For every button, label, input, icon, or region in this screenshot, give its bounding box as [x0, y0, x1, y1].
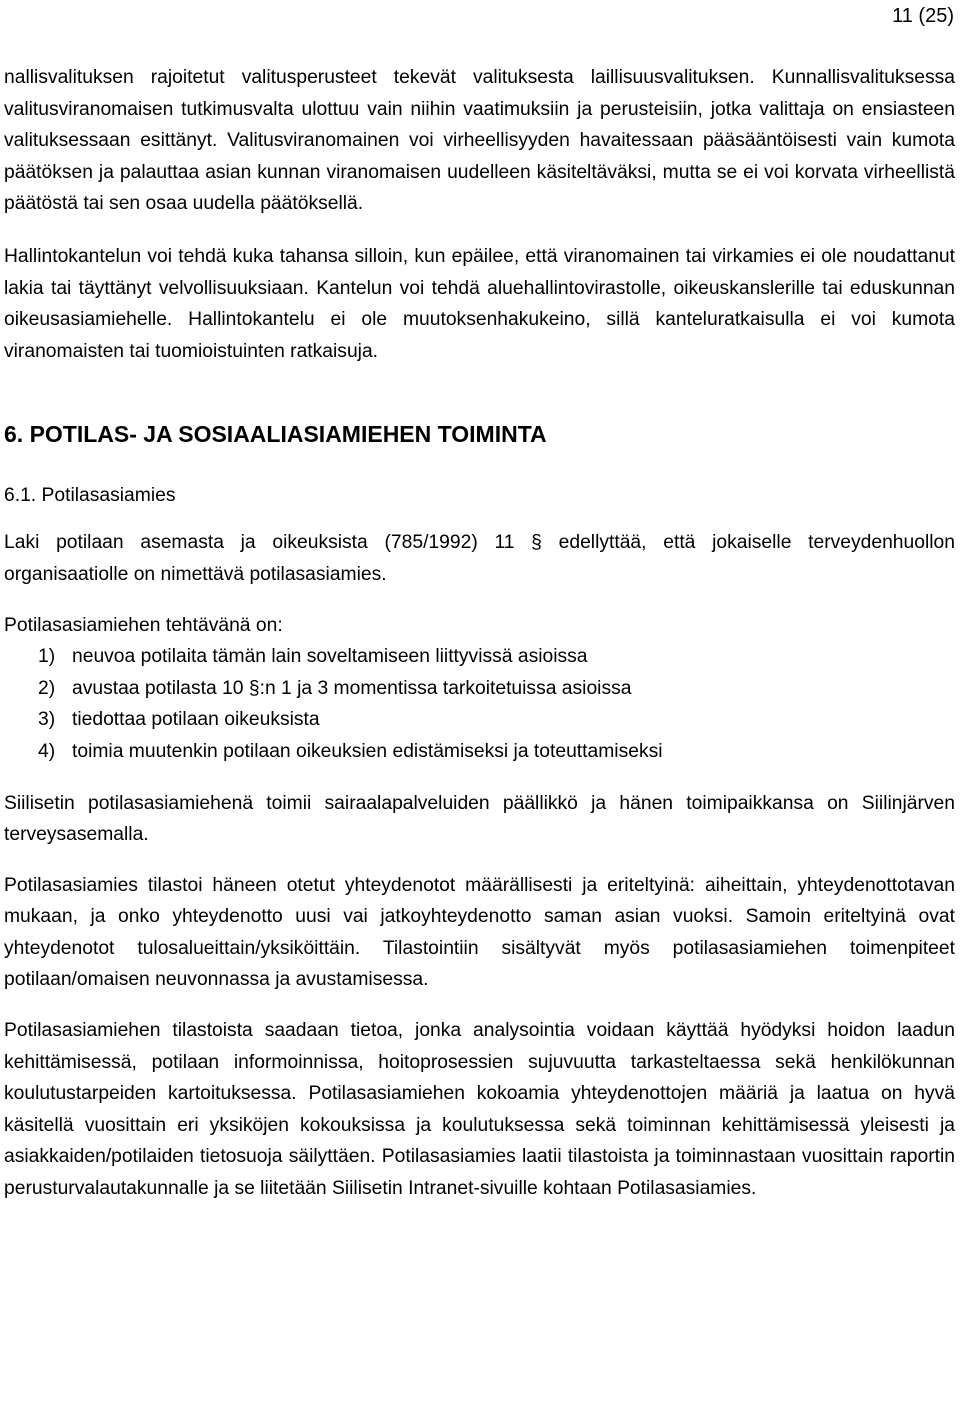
- paragraph-appeal-grounds: nallisvalituksen rajoitetut valitusperusteet tekevät valituksesta laillisuusvalituksen. Kunnallisvalituksessa valitusviranomaisen tutkimusvalta ulottuu vain niihin vaatimuksiin ja perusteisiin, jotka valittaja on ensiasteen valituksessaan esittänyt. Valitusviranomainen voi virheellisyyden havaitessaan pääsääntöisesti vain kumota päätöksen ja palauttaa asian kunnan viranomaisen uudelleen käsiteltäväksi, mutta se ei voi korvata virheellistä päätöstä tai sen osaa uudella päätöksellä.: [4, 67, 955, 215]
- list-intro: Potilasasiamiehen tehtävänä on:: [4, 614, 283, 636]
- list-item-number: 1): [38, 646, 56, 668]
- list-item-number: 4): [38, 740, 56, 762]
- paragraph-ombudsman-location: Siilisetin potilasasiamiehenä toimii sairaalapalveluiden päällikkö ja hänen toimipaikkansa on Siilinjärven terveysasemalla.: [4, 792, 955, 846]
- list-item-text: avustaa potilasta 10 §:n 1 ja 3 momentissa tarkoitetuissa asioissa: [72, 677, 632, 699]
- paragraph-patient-law: Laki potilaan asemasta ja oikeuksista (785/1992) 11 § edellyttää, että jokaiselle terveydenhuollon organisaatiolle on nimettävä potilasasiamies.: [4, 532, 955, 585]
- page-number: 11 (25): [892, 5, 954, 27]
- list-item-number: 2): [38, 677, 56, 699]
- list-item: [38, 641, 955, 673]
- list-item-text: neuvoa potilaita tämän lain soveltamiseen liittyvissä asioissa: [72, 646, 588, 668]
- paragraph-administrative-complaint: Hallintokantelun voi tehdä kuka tahansa silloin, kun epäilee, että viranomainen tai virkamies ei ole noudattanut lakia tai täyttänyt velvollisuuksiaan. Kantelun voi tehdä aluehallintovirastolle, oikeuskanslerille tai eduskunnan oikeusasiamiehelle. Hallintokantelu ei ole muutoksenhakukeino, sillä kanteluratkaisulla ei voi kumota viranomaisten tai tuomioistuinten ratkaisuja.: [4, 245, 955, 362]
- document-body: [4, 62, 955, 1205]
- paragraph-statistics: Potilasasiamies tilastoi häneen otetut yhteydenotot määrällisesti ja eriteltyinä: aiheittain, yhteydenottotavan mukaan, ja onko yhteydenotto uusi vai jatkoyhteydenotto saman asian vuoksi. Samoin eriteltyinä ovat yhteydenotot tulosalueittain/yksiköittäin. Tilastointiin sisältyvät myös potilasasiamiehen toimenpiteet potilaan/omaisen neuvonnassa ja avustamisessa.: [4, 874, 955, 991]
- list-item: [38, 736, 955, 768]
- list-item-text: tiedottaa potilaan oikeuksista: [72, 709, 320, 731]
- list-item-number: 3): [38, 709, 56, 731]
- list-item: [38, 704, 955, 736]
- list-item-text: toimia muutenkin potilaan oikeuksien edistämiseksi ja toteuttamiseksi: [72, 740, 663, 762]
- list-item: [38, 673, 955, 705]
- subsection-heading: 6.1. Potilasasiamies: [4, 485, 176, 507]
- paragraph-statistics-usage: Potilasasiamiehen tilastoista saadaan tietoa, jonka analysointia voidaan käyttää hyödyksi hoidon laadun kehittämisessä, potilaan informoinnissa, hoitoprosessien sujuvuutta tarkasteltaessa sekä henkilökunnan koulutustarpeiden kartoituksessa. Potilasasiamiehen kokoamia yhteydenottojen määriä ja laatua on hyvä käsitellä vuosittain eri yksiköjen kokouksissa ja koulutuksessa sekä toiminnan kehittämisessä yleisesti ja asiakkaiden/potilaiden tietosuoja säilyttäen. Potilasasiamies laatii tilastoista ja toiminnastaan vuosittain raportin perusturvalautakunnalle ja se liitetään Siilisetin Intranet-sivuille kohtaan Potilasasiamies.: [4, 1020, 955, 1200]
- section-heading: 6. POTILAS- JA SOSIAALIASIAMIEHEN TOIMINTA: [4, 421, 547, 448]
- task-list: [4, 641, 955, 767]
